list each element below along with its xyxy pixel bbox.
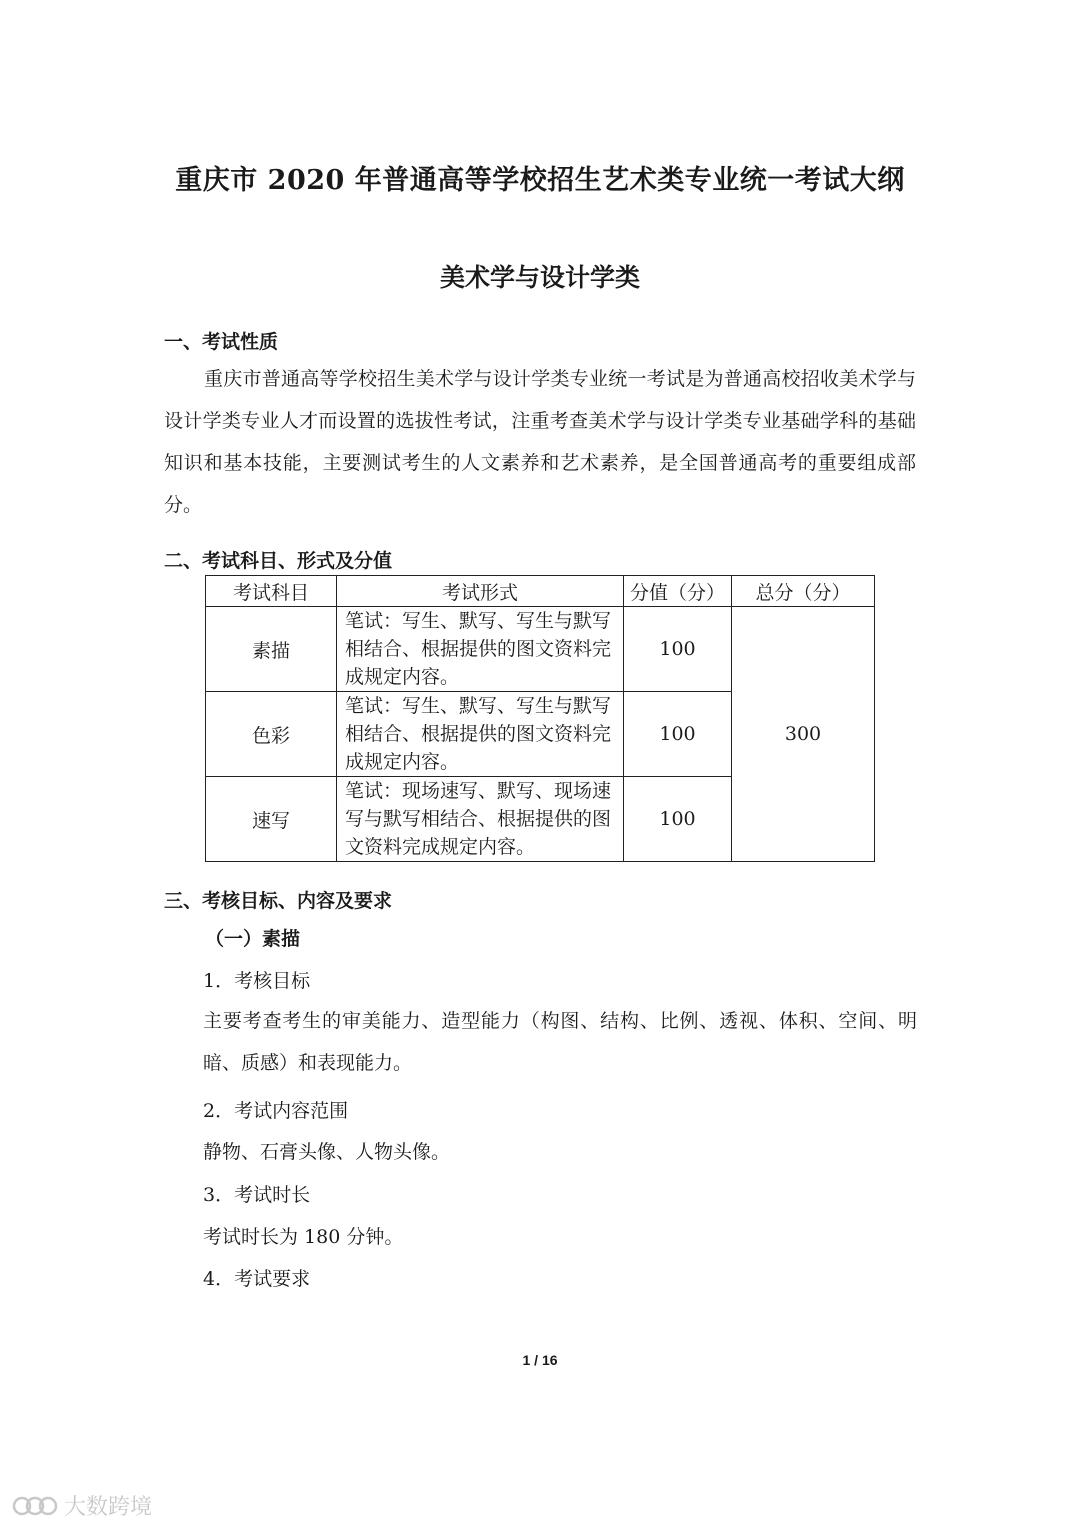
watermark-logo-icon bbox=[12, 1494, 58, 1518]
section1-heading: 一、考试性质 bbox=[164, 331, 279, 353]
table-row bbox=[206, 607, 875, 692]
form-cell: 笔试：写生、默写、写生与默写相结合、根据提供的图文资料完成规定内容。 bbox=[337, 692, 624, 777]
watermark-text: 大数跨境 bbox=[64, 1494, 153, 1519]
table-header: 分值（分） bbox=[624, 576, 732, 607]
watermark bbox=[12, 1490, 152, 1521]
score-cell: 100 bbox=[624, 607, 732, 692]
exam-table bbox=[205, 575, 875, 862]
form-cell: 笔试：现场速写、默写、现场速写与默写相结合、根据提供的图文资料完成规定内容。 bbox=[337, 777, 624, 862]
subject-cell: 色彩 bbox=[206, 692, 337, 777]
table-header: 考试形式 bbox=[337, 576, 624, 607]
section1-body: 重庆市普通高等学校招生美术学与设计学类专业统一考试是为普通高校招收美术学与设计学类专业人才而设置的选拔性考试，注重考查美术学与设计学类专业基础学科的基础知识和基本技能，主要测试考生的人文素养和艺术素养，是全国普通高考的重要组成部分。 bbox=[164, 368, 916, 516]
subject-cell: 素描 bbox=[206, 607, 337, 692]
document-subtitle: 美术学与设计学类 bbox=[439, 263, 640, 292]
section3-heading: 三、考核目标、内容及要求 bbox=[164, 890, 393, 912]
score-cell: 100 bbox=[624, 777, 732, 862]
form-cell: 笔试：写生、默写、写生与默写相结合、根据提供的图文资料完成规定内容。 bbox=[337, 607, 624, 692]
section2-heading: 二、考试科目、形式及分值 bbox=[164, 550, 393, 572]
item3-body: 考试时长为 180 分钟。 bbox=[203, 1226, 404, 1248]
total-cell: 300 bbox=[732, 607, 875, 862]
item4-title: 4．考试要求 bbox=[203, 1268, 311, 1290]
subsection-sketch: （一）素描 bbox=[205, 928, 301, 950]
page-number: 1 / 16 bbox=[522, 1352, 558, 1368]
item3-title: 3．考试时长 bbox=[203, 1184, 311, 1206]
score-cell: 100 bbox=[624, 692, 732, 777]
table-header: 考试科目 bbox=[206, 576, 337, 607]
item2-title: 2．考试内容范围 bbox=[203, 1100, 349, 1122]
document-title: 重庆市 2020 年普通高等学校招生艺术类专业统一考试大纲 bbox=[175, 165, 905, 196]
table-header-row bbox=[206, 576, 875, 607]
item1-title: 1．考核目标 bbox=[203, 970, 311, 992]
table-header: 总分（分） bbox=[732, 576, 875, 607]
item1-body: 主要考查考生的审美能力、造型能力（构图、结构、比例、透视、体积、空间、明暗、质感）和表现能力。 bbox=[203, 1010, 917, 1074]
subject-cell: 速写 bbox=[206, 777, 337, 862]
item2-body: 静物、石膏头像、人物头像。 bbox=[203, 1141, 451, 1163]
